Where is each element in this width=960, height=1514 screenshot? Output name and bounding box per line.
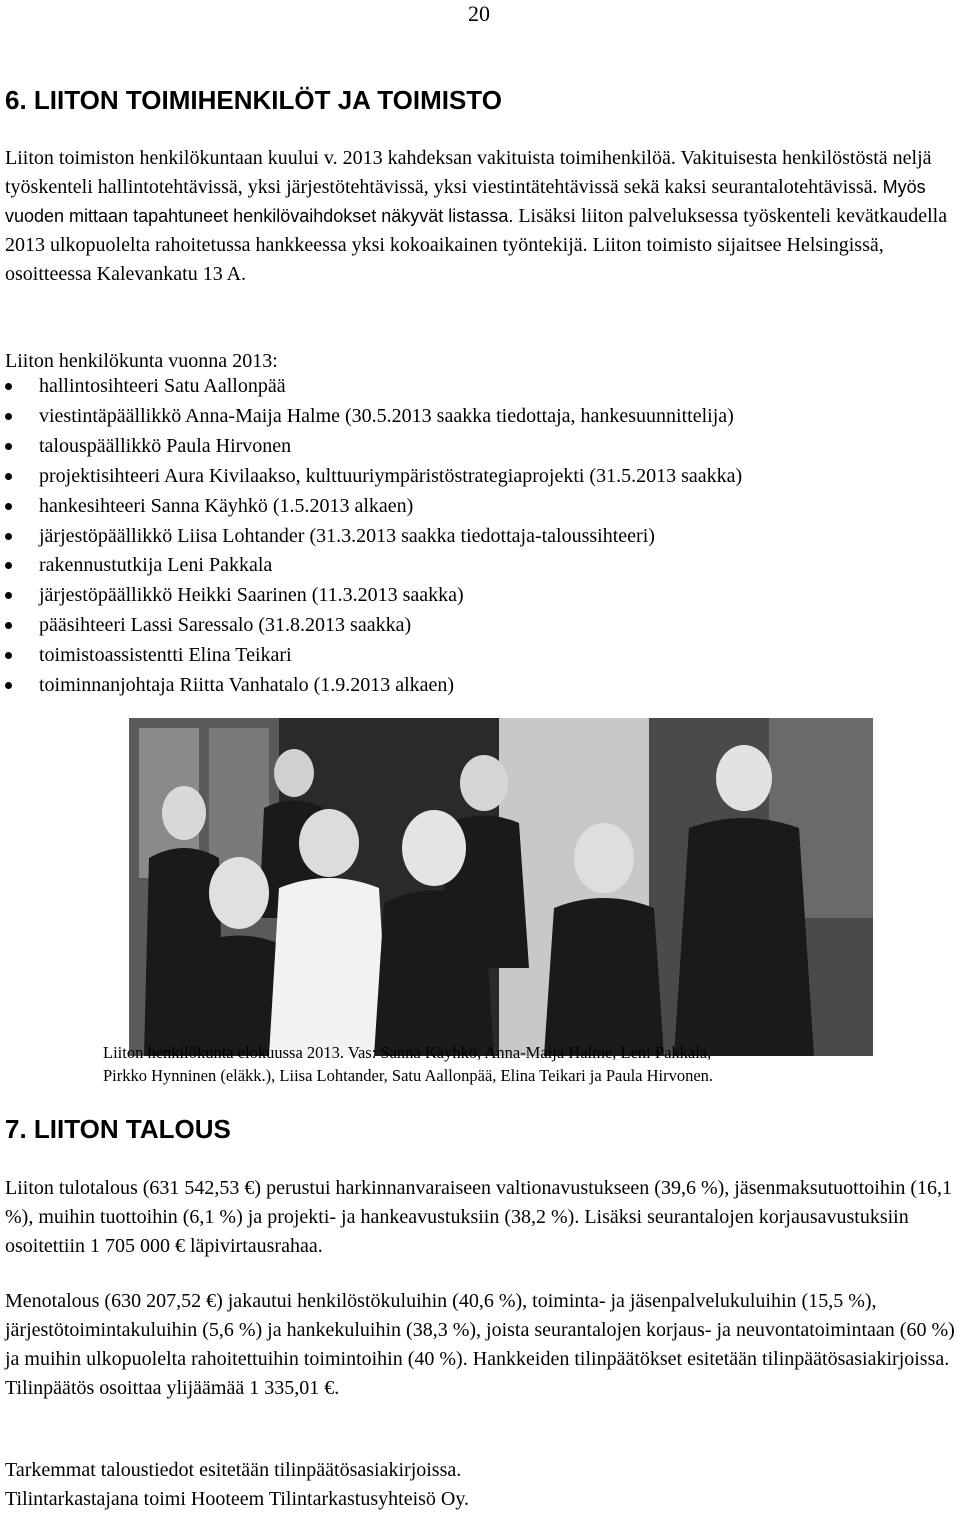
photo-caption-line: Liiton henkilökunta elokuussa 2013. Vas: Sanna Käyhkö, Anna-Maija Halme, Leni Pakkala, (103, 1043, 712, 1062)
staff-list-item: toimistoassistentti Elina Teikari (5, 641, 742, 671)
bullet-icon (5, 443, 12, 450)
details-paragraph (5, 1456, 955, 1514)
staff-list-item: järjestöpäällikkö Liisa Lohtander (31.3.2013 saakka tiedottaja-taloussihteeri) (5, 522, 742, 552)
staff-list-item: toiminnanjohtaja Riitta Vanhatalo (1.9.2013 alkaen) (5, 671, 742, 701)
staff-list-item: rakennustutkija Leni Pakkala (5, 551, 742, 581)
section-6-heading: 6. LIITON TOIMIHENKILÖT JA TOIMISTO (5, 85, 502, 115)
photo-caption-line: Pirkko Hynninen (eläkk.), Liisa Lohtander, Satu Aallonpää, Elina Teikari ja Paula Hirvonen. (103, 1066, 714, 1085)
bullet-icon (5, 413, 12, 420)
section-7-heading: 7. LIITON TALOUS (5, 1114, 231, 1144)
page-number: 20 (468, 1, 490, 26)
bullet-icon (5, 533, 12, 540)
auditor-line: Tilintarkastajana toimi Hooteem Tilintarkastusyhteisö Oy. (5, 1488, 470, 1510)
income-paragraph: Liiton tulotalous (631 542,53 €) perustui harkinnanvaraiseen valtionavustukseen (39,6 %), jäsenmaksutuottoihin (16,1 %), muihin tuottoihin (6,1 %) ja projekti- ja hankeavustuksiin (38,2 %). Lisäksi seurantalojen korjausavustuksiin osoitettiin 1 705 000 € läpivirtausrahaa. (5, 1177, 953, 1257)
expenses-paragraph: Menotalous (630 207,52 €) jakautui henkilöstökuluihin (40,6 %), toiminta- ja jäsenpalvelukuluihin (15,5 %), järjestötoimintakuluihin (5,6 %) ja hankekuluihin (38,3 %), joista seurantalojen korjaus- ja neuvontatoimintaan (60 %) ja muihin ulkopuolelta rahoitettuihin toimintoihin (40 %). Hankkeiden tilinpäätökset esitetään tilinpäätösasiakirjoissa. Tilinpäätös osoittaa ylijäämää 1 335,01 €. (5, 1290, 955, 1399)
staff-overview-text-c: Lisäksi liiton palveluksessa työskenteli kevätkaudella 2013 ulkopuolelta rahoitetussa hankkeessa yksi kokoaikainen työntekijä. Liiton toimisto sijaitsee Helsingissä, osoitteessa Kalevankatu 13 A. (5, 205, 948, 285)
staff-overview-paragraph (5, 144, 955, 289)
staff-list-intro: Liiton henkilökunta vuonna 2013: (5, 350, 278, 372)
staff-list-item: viestintäpäällikkö Anna-Maija Halme (30.5.2013 saakka tiedottaja, hankesuunnittelija) (5, 402, 742, 432)
bullet-icon (5, 562, 12, 569)
staff-list-item: hallintosihteeri Satu Aallonpää (5, 372, 742, 402)
bullet-icon (5, 622, 12, 629)
bullet-icon (5, 473, 12, 480)
bullet-icon (5, 652, 12, 659)
staff-list-item: järjestöpäällikkö Heikki Saarinen (11.3.2013 saakka) (5, 581, 742, 611)
staff-overview-text-a: Liiton toimiston henkilökuntaan kuului v. 2013 kahdeksan vakituista toimihenkilöä. Vakituisesta henkilöstöstä neljä työskenteli hallintotehtävissä, yksi järjestötehtävissä, yksi viestintätehtävissä sekä kaksi seurantalotehtävissä. (5, 147, 932, 198)
bullet-icon (5, 682, 12, 689)
staff-group-photo (129, 718, 873, 1056)
staff-list-item: pääsihteeri Lassi Saressalo (31.8.2013 saakka) (5, 611, 742, 641)
bullet-icon (5, 383, 12, 390)
details-line: Tarkemmat taloustiedot esitetään tilinpäätösasiakirjoissa. (5, 1459, 462, 1481)
bullet-icon (5, 592, 12, 599)
staff-list-item: projektisihteeri Aura Kivilaakso, kulttuuriympäristöstrategiaprojekti (31.5.2013 saakka) (5, 462, 742, 492)
staff-list (5, 372, 742, 701)
staff-list-item: hankesihteeri Sanna Käyhkö (1.5.2013 alkaen) (5, 492, 742, 522)
bullet-icon (5, 503, 12, 510)
staff-list-item: talouspäällikkö Paula Hirvonen (5, 432, 742, 462)
staff-overview-text-b: Myös vuoden mittaan tapahtuneet henkilövaihdokset näkyvät listassa. (5, 177, 926, 226)
photo-caption (103, 1041, 713, 1087)
